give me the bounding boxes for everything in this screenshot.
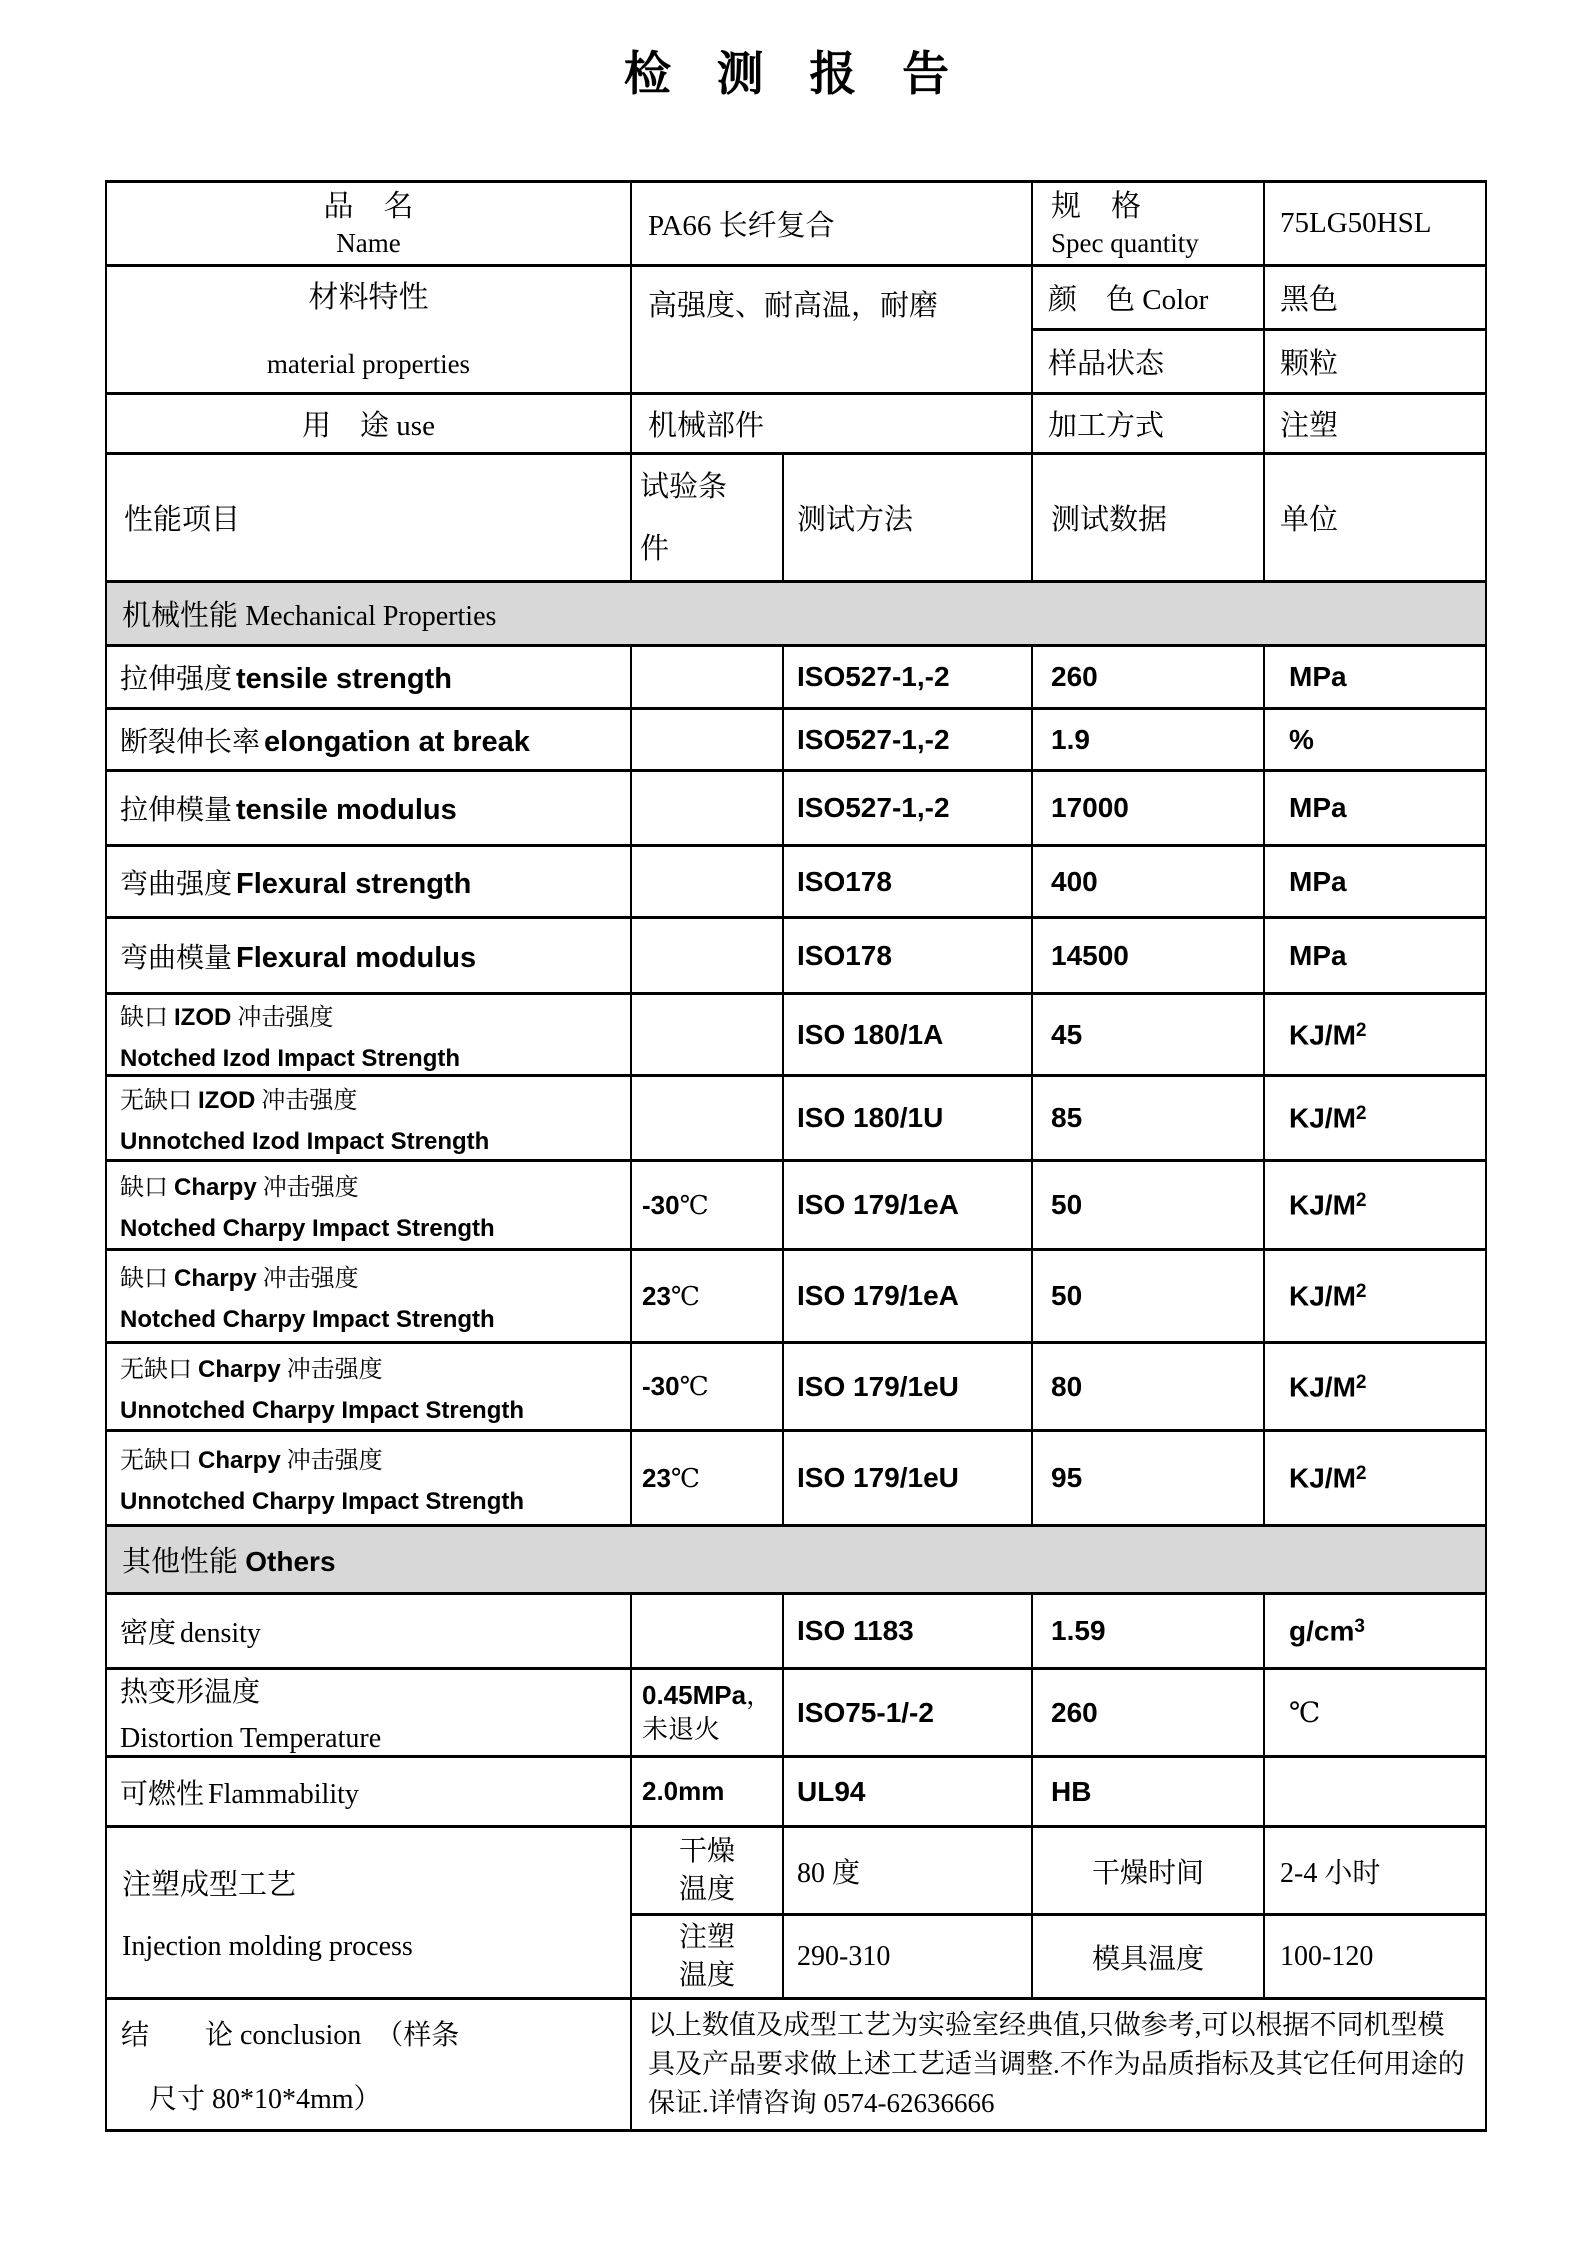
color-label: 颜 色 Color (1032, 266, 1264, 330)
test-method-cell: ISO 179/1eA (783, 1250, 1032, 1343)
drying-time-value: 2-4 小时 (1264, 1827, 1486, 1915)
molding-temp-label-cell: 注塑温度 (631, 1915, 783, 1999)
header-unit: 单位 (1264, 454, 1486, 582)
section-header-row (106, 1526, 1486, 1594)
property-name-cell: 无缺口 Charpy 冲击强度 Unnotched Charpy Impact Strength (106, 1431, 631, 1526)
unit-cell: $KJ/M^2$ (1264, 1250, 1486, 1343)
use-value: 机械部件 (631, 394, 1032, 454)
test-data-cell: 50 (1032, 1250, 1264, 1343)
table-row (106, 1431, 1486, 1526)
test-method-cell: ISO178 (783, 846, 1032, 918)
property-name-cell: 密度 density (106, 1594, 631, 1669)
unit-cell: $KJ/M^2$ (1264, 1431, 1486, 1526)
test-method-cell: ISO75-1/-2 (783, 1669, 1032, 1757)
property-name-cell: 弯曲强度 Flexural strength (106, 846, 631, 918)
others-section-bar (106, 1526, 1486, 1594)
test-condition-cell: -30℃ (631, 1161, 783, 1250)
spec-label-cell (1032, 182, 1264, 266)
test-data-cell: 45 (1032, 994, 1264, 1076)
unit-cell: $KJ/M^2$ (1264, 1076, 1486, 1161)
spec-label-en: Spec quantity (1051, 227, 1199, 258)
mold-temp-label: 模具温度 (1032, 1915, 1264, 1999)
drying-temp-label-cell: 干燥温度 (631, 1827, 783, 1915)
injection-label-cell (106, 1827, 631, 1999)
test-condition-cell (631, 1594, 783, 1669)
property-name-cell: 缺口 Charpy 冲击强度 Notched Charpy Impact Strength (106, 1161, 631, 1250)
report-title: 检 测 报 告 (623, 49, 967, 101)
unit-cell: $KJ/M^2$ (1264, 994, 1486, 1076)
mold-temp-value: 100-120 (1264, 1915, 1486, 1999)
drying-time-label: 干燥时间 (1032, 1827, 1264, 1915)
test-data-cell: 95 (1032, 1431, 1264, 1526)
molding-temp-value: 290-310 (783, 1915, 1032, 1999)
conclusion-label-line1: 结 论 conclusion （样条 (121, 2019, 460, 2051)
table-row (106, 1076, 1486, 1161)
sample-state-value: 颗粒 (1264, 330, 1486, 394)
test-data-cell: 50 (1032, 1161, 1264, 1250)
material-value: 高强度、耐高温，耐磨 (631, 266, 1032, 394)
test-condition-cell (631, 1076, 783, 1161)
material-label-en: material properties (266, 348, 471, 379)
others-rows (106, 1594, 1486, 1827)
table-row (106, 1250, 1486, 1343)
unit-cell: MPa (1264, 918, 1486, 994)
property-name-cell: 无缺口 IZOD 冲击强度 Unnotched Izod Impact Strength (106, 1076, 631, 1161)
use-label: 用 途 use (106, 394, 631, 454)
column-header-row (106, 454, 1486, 582)
material-label-cn: 材料特性 (308, 280, 429, 314)
property-name-cell: 缺口 Charpy 冲击强度 Notched Charpy Impact Strength (106, 1250, 631, 1343)
color-value: 黑色 (1264, 266, 1486, 330)
test-data-cell: 14500 (1032, 918, 1264, 994)
test-condition-cell (631, 771, 783, 846)
table-row (106, 646, 1486, 709)
unit-cell: ℃ (1264, 1669, 1486, 1757)
test-method-cell: ISO178 (783, 918, 1032, 994)
section-others-en: Others (245, 1546, 336, 1577)
info-section (106, 182, 1486, 582)
process-value: 注塑 (1264, 394, 1486, 454)
table-row (106, 266, 1486, 330)
section-others-cn: 其他性能 (122, 1546, 239, 1578)
unit-cell (1264, 1757, 1486, 1827)
test-condition-cell: 23℃ (631, 1250, 783, 1343)
test-method-cell: ISO527-1,-2 (783, 709, 1032, 771)
section-others (106, 1526, 1486, 1594)
test-method-cell: UL94 (783, 1757, 1032, 1827)
mechanical-rows (106, 646, 1486, 1526)
header-data: 测试数据 (1032, 454, 1264, 582)
table-row (106, 1757, 1486, 1827)
conclusion-text: 以上数值及成型工艺为实验室经典值,只做参考,可以根据不同机型模具及产品要求做上述工艺适当调整.不作为品质指标及其它任何用途的保证.详情咨询 0574-62636666 (631, 1999, 1486, 2131)
property-name-cell: 拉伸强度 tensile strength (106, 646, 631, 709)
test-method-cell: ISO527-1,-2 (783, 646, 1032, 709)
test-method-cell: ISO 179/1eU (783, 1431, 1032, 1526)
test-data-cell: 260 (1032, 1669, 1264, 1757)
test-condition-cell (631, 918, 783, 994)
unit-cell: MPa (1264, 846, 1486, 918)
property-name-cell: 缺口 IZOD 冲击强度 Notched Izod Impact Strength (106, 994, 631, 1076)
injection-section (106, 1827, 1486, 2131)
unit-cell: $KJ/M^2$ (1264, 1161, 1486, 1250)
unit-cell: MPa (1264, 771, 1486, 846)
test-condition-cell (631, 846, 783, 918)
property-name-cell: 无缺口 Charpy 冲击强度 Unnotched Charpy Impact Strength (106, 1343, 631, 1431)
test-method-cell: ISO 180/1U (783, 1076, 1032, 1161)
conclusion-label-line2: 尺寸 80*10*4mm） (149, 2083, 382, 2115)
test-method-cell: ISO 180/1A (783, 994, 1032, 1076)
unit-cell: MPa (1264, 646, 1486, 709)
test-data-cell: 85 (1032, 1076, 1264, 1161)
report-table (105, 180, 1487, 2132)
test-condition-cell (631, 646, 783, 709)
process-label: 加工方式 (1032, 394, 1264, 454)
conclusion-row (106, 1999, 1486, 2131)
table-row (106, 846, 1486, 918)
sample-state-label: 样品状态 (1032, 330, 1264, 394)
table-row (106, 994, 1486, 1076)
test-method-cell: ISO 179/1eA (783, 1161, 1032, 1250)
table-row (106, 1669, 1486, 1757)
table-row (106, 1161, 1486, 1250)
test-method-cell: ISO 179/1eU (783, 1343, 1032, 1431)
test-data-cell: 1.9 (1032, 709, 1264, 771)
header-property: 性能项目 (106, 454, 631, 582)
table-row (106, 182, 1486, 266)
spec-label-cn: 规 格 (1051, 189, 1142, 223)
test-data-cell: 17000 (1032, 771, 1264, 846)
table-row (106, 1343, 1486, 1431)
header-method: 测试方法 (783, 454, 1032, 582)
test-data-cell: 260 (1032, 646, 1264, 709)
table-row (106, 394, 1486, 454)
test-condition-cell (631, 994, 783, 1076)
test-condition-cell: 0.45MPa，未退火 (631, 1669, 783, 1757)
name-label-cn: 品 名 (323, 189, 414, 223)
test-condition-cell (631, 709, 783, 771)
test-data-cell: 1.59 (1032, 1594, 1264, 1669)
table-row (106, 1594, 1486, 1669)
property-name-cell: 拉伸模量 tensile modulus (106, 771, 631, 846)
property-name-cell: 热变形温度 Distortion Temperature (106, 1669, 631, 1757)
table-row (106, 771, 1486, 846)
material-label-cell (106, 266, 631, 394)
test-method-cell: ISO 1183 (783, 1594, 1032, 1669)
property-name-cell: 弯曲模量 Flexural modulus (106, 918, 631, 994)
table-row (106, 709, 1486, 771)
unit-cell: % (1264, 709, 1486, 771)
conclusion-label-cell (106, 1999, 631, 2131)
product-name-value: PA66 长纤复合 (631, 182, 1032, 266)
injection-label-cn: 注塑成型工艺 (122, 1869, 297, 1901)
property-name-cell: 断裂伸长率 elongation at break (106, 709, 631, 771)
name-label-cell (106, 182, 631, 266)
spec-value: 75LG50HSL (1264, 182, 1486, 266)
unit-cell: $KJ/M^2$ (1264, 1343, 1486, 1431)
property-name-cell: 可燃性 Flammability (106, 1757, 631, 1827)
test-condition-cell: 23℃ (631, 1431, 783, 1526)
unit-cell: $g/cm^3$ (1264, 1594, 1486, 1669)
table-row (106, 918, 1486, 994)
test-data-cell: 400 (1032, 846, 1264, 918)
section-mechanical-en: Mechanical Properties (245, 601, 497, 632)
drying-temp-value: 80 度 (783, 1827, 1032, 1915)
test-data-cell: HB (1032, 1757, 1264, 1827)
test-condition-cell: -30℃ (631, 1343, 783, 1431)
section-header-row (106, 582, 1486, 646)
test-method-cell: ISO527-1,-2 (783, 771, 1032, 846)
header-condition: 试验条件 (631, 454, 783, 582)
table-row (106, 1827, 1486, 1915)
name-label-en: Name (336, 227, 401, 258)
report-page (0, 46, 1587, 2242)
section-mechanical (106, 582, 1486, 646)
injection-label-en: Injection molding process (122, 1931, 413, 1962)
mechanical-section-bar (106, 582, 1486, 646)
section-mechanical-cn: 机械性能 (122, 600, 239, 632)
test-condition-cell: 2.0mm (631, 1757, 783, 1827)
test-data-cell: 80 (1032, 1343, 1264, 1431)
